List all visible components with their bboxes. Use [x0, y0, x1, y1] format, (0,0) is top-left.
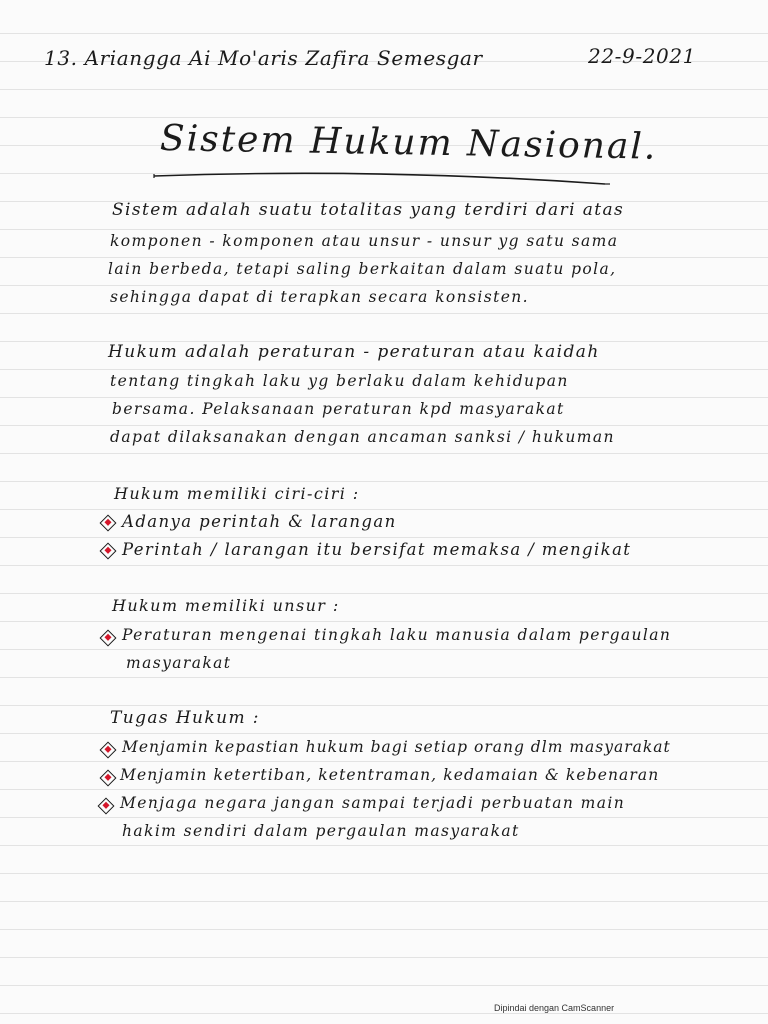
tugas-item-3-cont: hakim sendiri dalam pergaulan masyarakat	[122, 822, 520, 840]
sistem-line-2: komponen - komponen atau unsur - unsur yg satu sama	[110, 232, 619, 250]
tugas-item-3: Menjaga negara jangan sampai terjadi perbuatan main	[120, 794, 626, 812]
scanner-watermark: Dipindai dengan CamScanner	[494, 1003, 615, 1013]
page-title: Sistem Hukum Nasional.	[159, 118, 658, 168]
date: 22-9-2021	[588, 44, 696, 68]
diamond-bullet-icon	[100, 770, 117, 787]
ciri-item-2: Perintah / larangan itu bersifat memaksa / mengikat	[122, 540, 632, 559]
hukum-line-2: tentang tingkah laku yg berlaku dalam kehidupan	[110, 372, 569, 390]
tugas-heading: Tugas Hukum :	[110, 708, 260, 728]
unsur-item-1: Peraturan mengenai tingkah laku manusia dalam pergaulan	[122, 626, 672, 644]
tugas-item-1: Menjamin kepastian hukum bagi setiap orang dlm masyarakat	[122, 738, 671, 756]
tugas-item-2: Menjamin ketertiban, ketentraman, kedamaian & kebenaran	[120, 766, 660, 784]
sistem-line-1: Sistem adalah suatu totalitas yang terdiri dari atas	[112, 200, 625, 220]
hukum-line-1: Hukum adalah peraturan - peraturan atau kaidah	[108, 342, 600, 362]
diamond-bullet-icon	[100, 742, 117, 759]
ciri-heading: Hukum memiliki ciri-ciri :	[114, 484, 360, 503]
title-underline	[150, 172, 610, 188]
ciri-item-1: Adanya perintah & larangan	[122, 512, 397, 531]
diamond-bullet-icon	[100, 630, 117, 647]
student-name: 13. Ariangga Ai Mo'aris Zafira Semesgar	[44, 46, 483, 70]
diamond-bullet-icon	[100, 543, 117, 560]
diamond-bullet-icon	[100, 515, 117, 532]
sistem-line-3: lain berbeda, tetapi saling berkaitan dalam suatu pola,	[108, 260, 617, 278]
hukum-line-4: dapat dilaksanakan dengan ancaman sanksi / hukuman	[110, 428, 615, 446]
hukum-line-3: bersama. Pelaksanaan peraturan kpd masyarakat	[112, 400, 565, 418]
diamond-bullet-icon	[98, 798, 115, 815]
unsur-heading: Hukum memiliki unsur :	[112, 596, 340, 615]
unsur-item-1-cont: masyarakat	[126, 654, 232, 672]
sistem-line-4: sehingga dapat di terapkan secara konsisten.	[110, 288, 529, 306]
